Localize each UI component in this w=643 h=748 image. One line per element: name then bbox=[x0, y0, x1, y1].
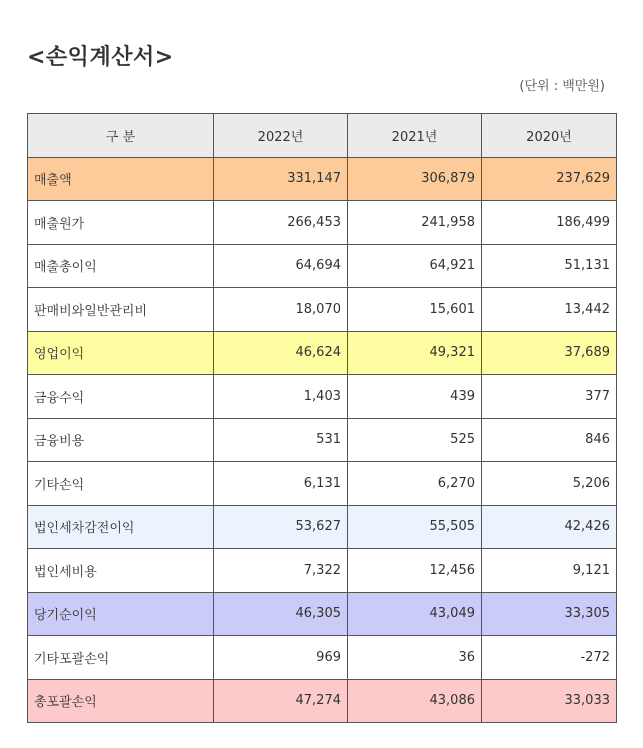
row-value: 15,601 bbox=[348, 288, 482, 332]
table-row bbox=[28, 244, 617, 288]
table-row bbox=[28, 549, 617, 593]
income-statement-table bbox=[27, 113, 617, 723]
row-value: 18,070 bbox=[214, 288, 348, 332]
row-value: 55,505 bbox=[348, 505, 482, 549]
row-label: 영업이익 bbox=[28, 331, 214, 375]
row-value: 846 bbox=[482, 418, 617, 462]
row-value: 531 bbox=[214, 418, 348, 462]
row-label: 기타포괄손익 bbox=[28, 636, 214, 680]
table-row bbox=[28, 201, 617, 245]
row-value: 237,629 bbox=[482, 157, 617, 201]
row-value: 439 bbox=[348, 375, 482, 419]
table-row bbox=[28, 636, 617, 680]
row-label: 금융수익 bbox=[28, 375, 214, 419]
row-value: 1,403 bbox=[214, 375, 348, 419]
header-year: 2020년 bbox=[482, 114, 617, 158]
row-value: 9,121 bbox=[482, 549, 617, 593]
table-header-row bbox=[28, 114, 617, 158]
row-value: 13,442 bbox=[482, 288, 617, 332]
unit-note: (단위 : 백만원) bbox=[519, 79, 605, 94]
table-row bbox=[28, 462, 617, 506]
table-row bbox=[28, 331, 617, 375]
row-value: 6,270 bbox=[348, 462, 482, 506]
row-value: 64,694 bbox=[214, 244, 348, 288]
row-value: 5,206 bbox=[482, 462, 617, 506]
row-value: 7,322 bbox=[214, 549, 348, 593]
row-value: 241,958 bbox=[348, 201, 482, 245]
row-value: 6,131 bbox=[214, 462, 348, 506]
table-row bbox=[28, 679, 617, 723]
row-label: 매출액 bbox=[28, 157, 214, 201]
row-label: 법인세차감전이익 bbox=[28, 505, 214, 549]
row-value: 42,426 bbox=[482, 505, 617, 549]
row-label: 총포괄손익 bbox=[28, 679, 214, 723]
header-label: 구 분 bbox=[28, 114, 214, 158]
table-row bbox=[28, 592, 617, 636]
row-value: 37,689 bbox=[482, 331, 617, 375]
row-value: 33,033 bbox=[482, 679, 617, 723]
table-row bbox=[28, 375, 617, 419]
row-value: 266,453 bbox=[214, 201, 348, 245]
row-value: 46,305 bbox=[214, 592, 348, 636]
row-value: 53,627 bbox=[214, 505, 348, 549]
row-label: 기타손익 bbox=[28, 462, 214, 506]
row-label: 법인세비용 bbox=[28, 549, 214, 593]
table-row bbox=[28, 418, 617, 462]
row-value: -272 bbox=[482, 636, 617, 680]
row-value: 186,499 bbox=[482, 201, 617, 245]
row-value: 33,305 bbox=[482, 592, 617, 636]
row-value: 51,131 bbox=[482, 244, 617, 288]
row-value: 46,624 bbox=[214, 331, 348, 375]
table-row bbox=[28, 505, 617, 549]
row-value: 306,879 bbox=[348, 157, 482, 201]
page-title: <손익계산서> bbox=[27, 45, 174, 70]
row-value: 47,274 bbox=[214, 679, 348, 723]
table-row bbox=[28, 157, 617, 201]
row-value: 331,147 bbox=[214, 157, 348, 201]
row-value: 525 bbox=[348, 418, 482, 462]
row-value: 969 bbox=[214, 636, 348, 680]
table-row bbox=[28, 288, 617, 332]
row-label: 당기순이익 bbox=[28, 592, 214, 636]
header-year: 2021년 bbox=[348, 114, 482, 158]
row-label: 금융비용 bbox=[28, 418, 214, 462]
header-year: 2022년 bbox=[214, 114, 348, 158]
row-value: 49,321 bbox=[348, 331, 482, 375]
row-label: 매출원가 bbox=[28, 201, 214, 245]
row-value: 43,086 bbox=[348, 679, 482, 723]
row-label: 판매비와일반관리비 bbox=[28, 288, 214, 332]
row-value: 377 bbox=[482, 375, 617, 419]
row-value: 64,921 bbox=[348, 244, 482, 288]
row-value: 12,456 bbox=[348, 549, 482, 593]
row-value: 43,049 bbox=[348, 592, 482, 636]
row-label: 매출총이익 bbox=[28, 244, 214, 288]
row-value: 36 bbox=[348, 636, 482, 680]
